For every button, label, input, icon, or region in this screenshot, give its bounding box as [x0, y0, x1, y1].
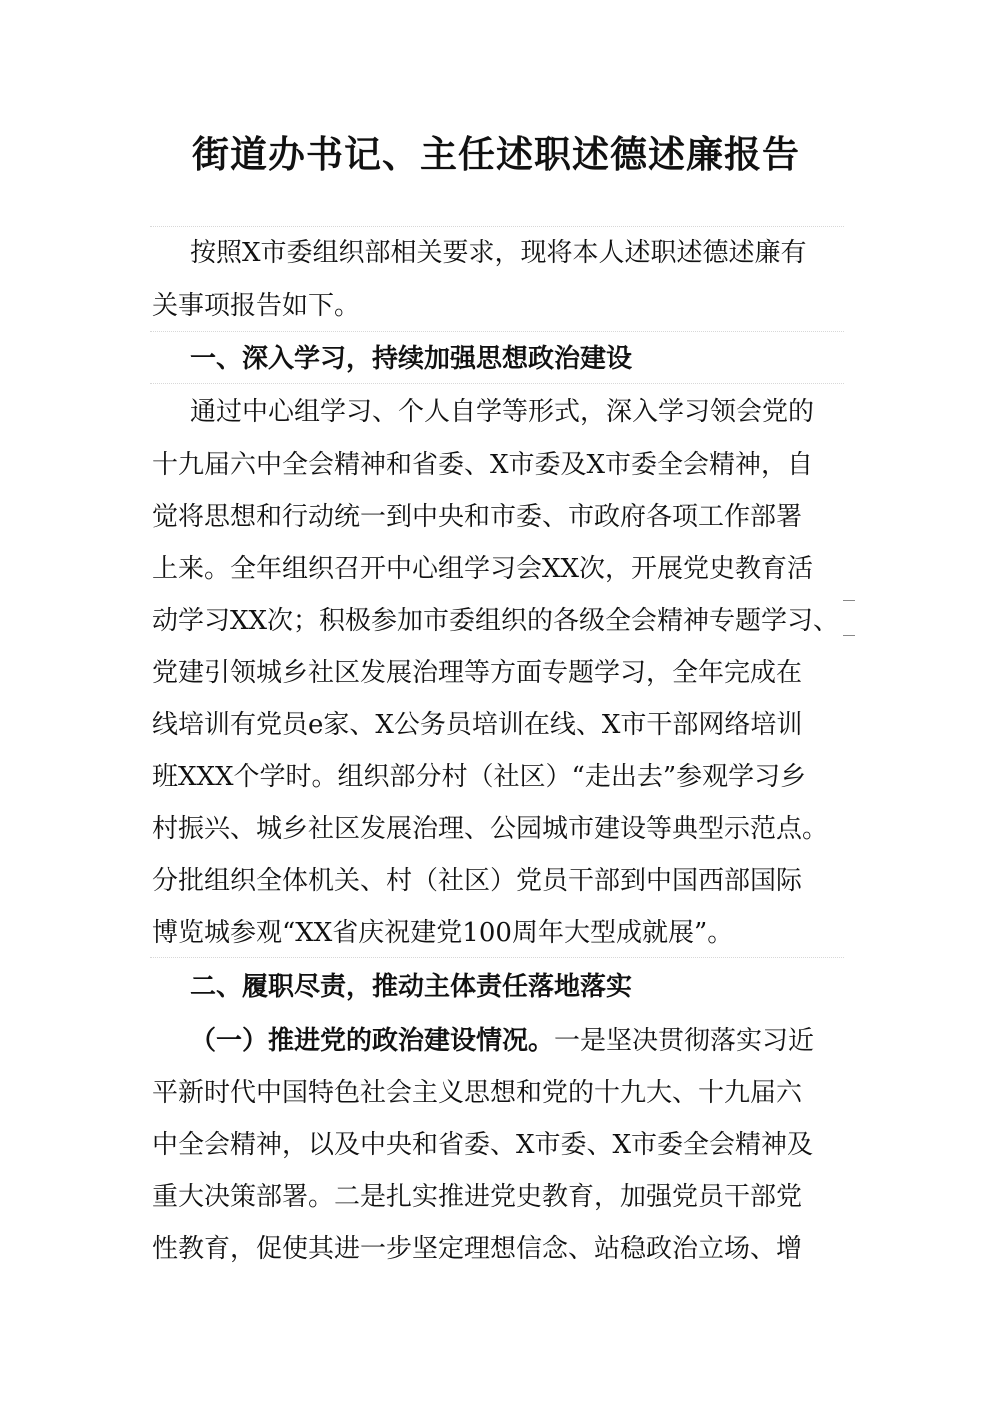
- paragraph-line: 博览城参观“XX省庆祝建党100周年大型成就展”。: [152, 918, 734, 948]
- paragraph-line: 关事项报告如下。: [152, 291, 361, 321]
- paragraph-line: 线培训有党员e家、X公务员培训在线、X市干部网络培训: [152, 710, 803, 740]
- paragraph-line: 分批组织全体机关、村（社区）党员干部到中国西部国际: [152, 866, 803, 896]
- paragraph-line: 班XXX个学时。组织部分村（社区）“走出去”参观学习乡: [152, 762, 807, 792]
- paragraph-line: 平新时代中国特色社会主义思想和党的十九大、十九届六: [152, 1078, 803, 1108]
- paragraph-line: 重大决策部署。二是扎实推进党史教育，加强党员干部党: [152, 1182, 803, 1212]
- paragraph-line: 上来。全年组织召开中心组学习会XX次，开展党史教育活: [152, 554, 814, 584]
- paragraph-line: 村振兴、城乡社区发展治理、公园城市建设等典型示范点。: [152, 814, 829, 844]
- subsection-line: [190, 1015, 890, 1067]
- paragraph-line: 觉将思想和行动统一到中央和市委、市政府各项工作部署: [152, 502, 803, 532]
- section-divider: [150, 331, 844, 332]
- section-divider: [150, 383, 844, 384]
- paragraph-line: 十九届六中全会精神和省委、X市委及X市委全会精神，自: [152, 450, 814, 480]
- section-divider: [150, 957, 844, 958]
- section-heading-1: 一、深入学习，持续加强思想政治建设: [190, 344, 633, 374]
- paragraph-line: 按照X市委组织部相关要求，现将本人述职述德述廉有: [190, 238, 807, 268]
- document-title: 街道办书记、主任述职述德述廉报告: [192, 132, 800, 176]
- paragraph-line: 动学习XX次；积极参加市委组织的各级全会精神专题学习、: [152, 606, 840, 636]
- paragraph-line: 中全会精神，以及中央和省委、X市委、X市委全会精神及: [152, 1130, 814, 1160]
- paragraph-line: 党建引领城乡社区发展治理等方面专题学习，全年完成在: [152, 658, 803, 688]
- section-heading-2: 二、履职尽责，推动主体责任落地落实: [190, 972, 633, 1002]
- subsection-text: 一是坚决贯彻落实习近: [554, 1026, 815, 1056]
- paragraph-line: 通过中心组学习、个人自学等形式，深入学习领会党的: [190, 397, 815, 427]
- paragraph-line: 性教育，促使其进一步坚定理想信念、站稳政治立场、增: [152, 1234, 803, 1264]
- margin-mark: [843, 600, 855, 636]
- subsection-heading: （一）推进党的政治建设情况。: [190, 1026, 555, 1056]
